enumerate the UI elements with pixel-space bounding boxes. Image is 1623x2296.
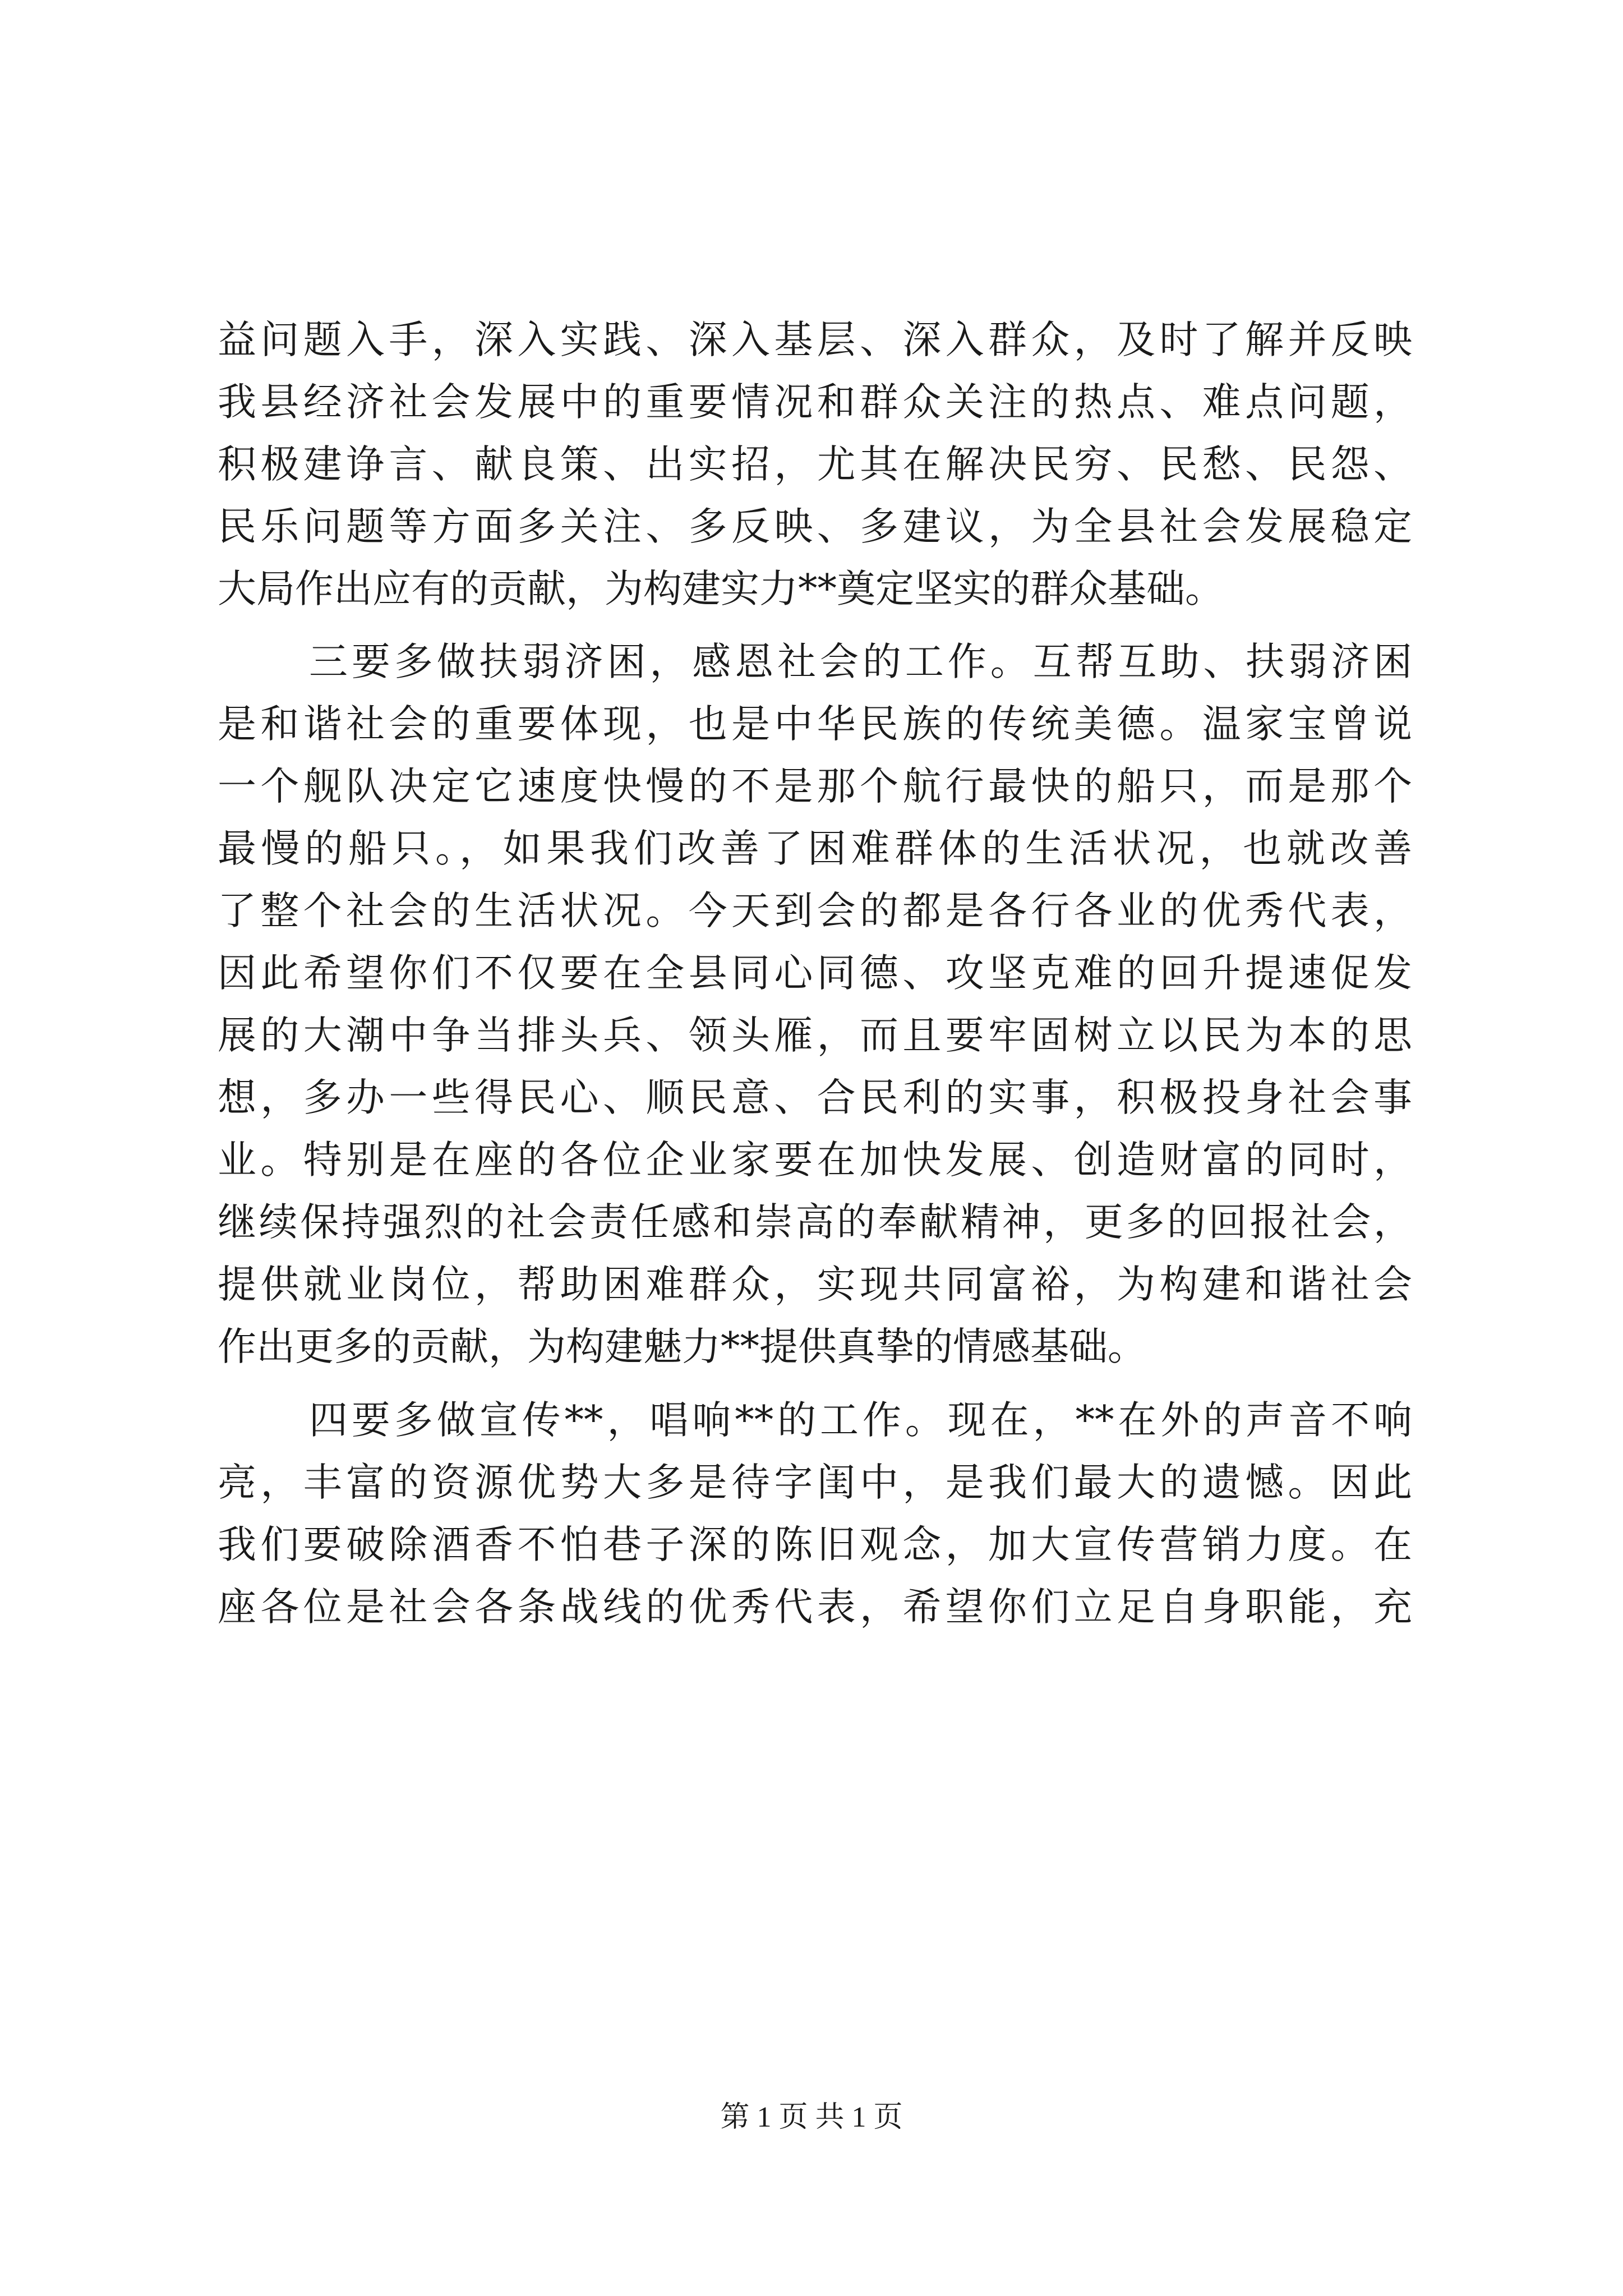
paragraph-line: 我们要破除酒香不怕巷子深的陈旧观念，加大宣传营销力度。在 bbox=[218, 1522, 1412, 1567]
paragraph-line: 大局作出应有的贡献，为构建实力**奠定坚实的群众基础。 bbox=[218, 567, 1224, 611]
paragraph-line: 最慢的船只。，如果我们改善了困难群体的生活状况，也就改善 bbox=[218, 826, 1412, 871]
paragraph-line: 业。特别是在座的各位企业家要在加快发展、创造财富的同时， bbox=[218, 1138, 1412, 1182]
paragraph-first-line: 四要多做宣传**，唱响**的工作。现在，**在外的声音不响 bbox=[309, 1398, 1412, 1443]
paragraph-line: 想，多办一些得民心、顺民意、合民利的实事，积极投身社会事 bbox=[218, 1075, 1412, 1120]
paragraph-line: 了整个社会的生活状况。今天到会的都是各行各业的优秀代表， bbox=[218, 889, 1412, 933]
paragraph-line: 展的大潮中争当排头兵、领头雁，而且要牢固树立以民为本的思 bbox=[218, 1013, 1412, 1058]
paragraph-line: 提供就业岗位，帮助困难群众，实现共同富裕，为构建和谐社会 bbox=[218, 1262, 1412, 1307]
paragraph-line: 积极建诤言、献良策、出实招，尤其在解决民穷、民愁、民怨、 bbox=[218, 442, 1412, 487]
paragraph-line: 民乐问题等方面多关注、多反映、多建议，为全县社会发展稳定 bbox=[218, 504, 1412, 549]
paragraph-line: 座各位是社会各条战线的优秀代表，希望你们立足自身职能，充 bbox=[218, 1585, 1412, 1630]
paragraph-line: 益问题入手，深入实践、深入基层、深入群众，及时了解并反映 bbox=[218, 318, 1412, 362]
paragraph-line: 因此希望你们不仅要在全县同心同德、攻坚克难的回升提速促发 bbox=[218, 951, 1412, 996]
page-number-footer: 第 1 页 共 1 页 bbox=[720, 2101, 903, 2133]
paragraph-line: 一个舰队决定它速度快慢的不是那个航行最快的船只，而是那个 bbox=[218, 764, 1412, 809]
paragraph-line: 作出更多的贡献，为构建魅力**提供真挚的情感基础。 bbox=[218, 1324, 1146, 1369]
paragraph-line: 是和谐社会的重要体现，也是中华民族的传统美德。温家宝曾说 bbox=[218, 702, 1412, 747]
paragraph-line: 亮，丰富的资源优势大多是待字闺中，是我们最大的遗憾。因此 bbox=[218, 1460, 1412, 1505]
paragraph-first-line: 三要多做扶弱济困，感恩社会的工作。互帮互助、扶弱济困 bbox=[309, 639, 1412, 684]
paragraph-line: 我县经济社会发展中的重要情况和群众关注的热点、难点问题， bbox=[218, 380, 1412, 425]
paragraph-line: 继续保持强烈的社会责任感和崇高的奉献精神，更多的回报社会， bbox=[218, 1200, 1412, 1245]
